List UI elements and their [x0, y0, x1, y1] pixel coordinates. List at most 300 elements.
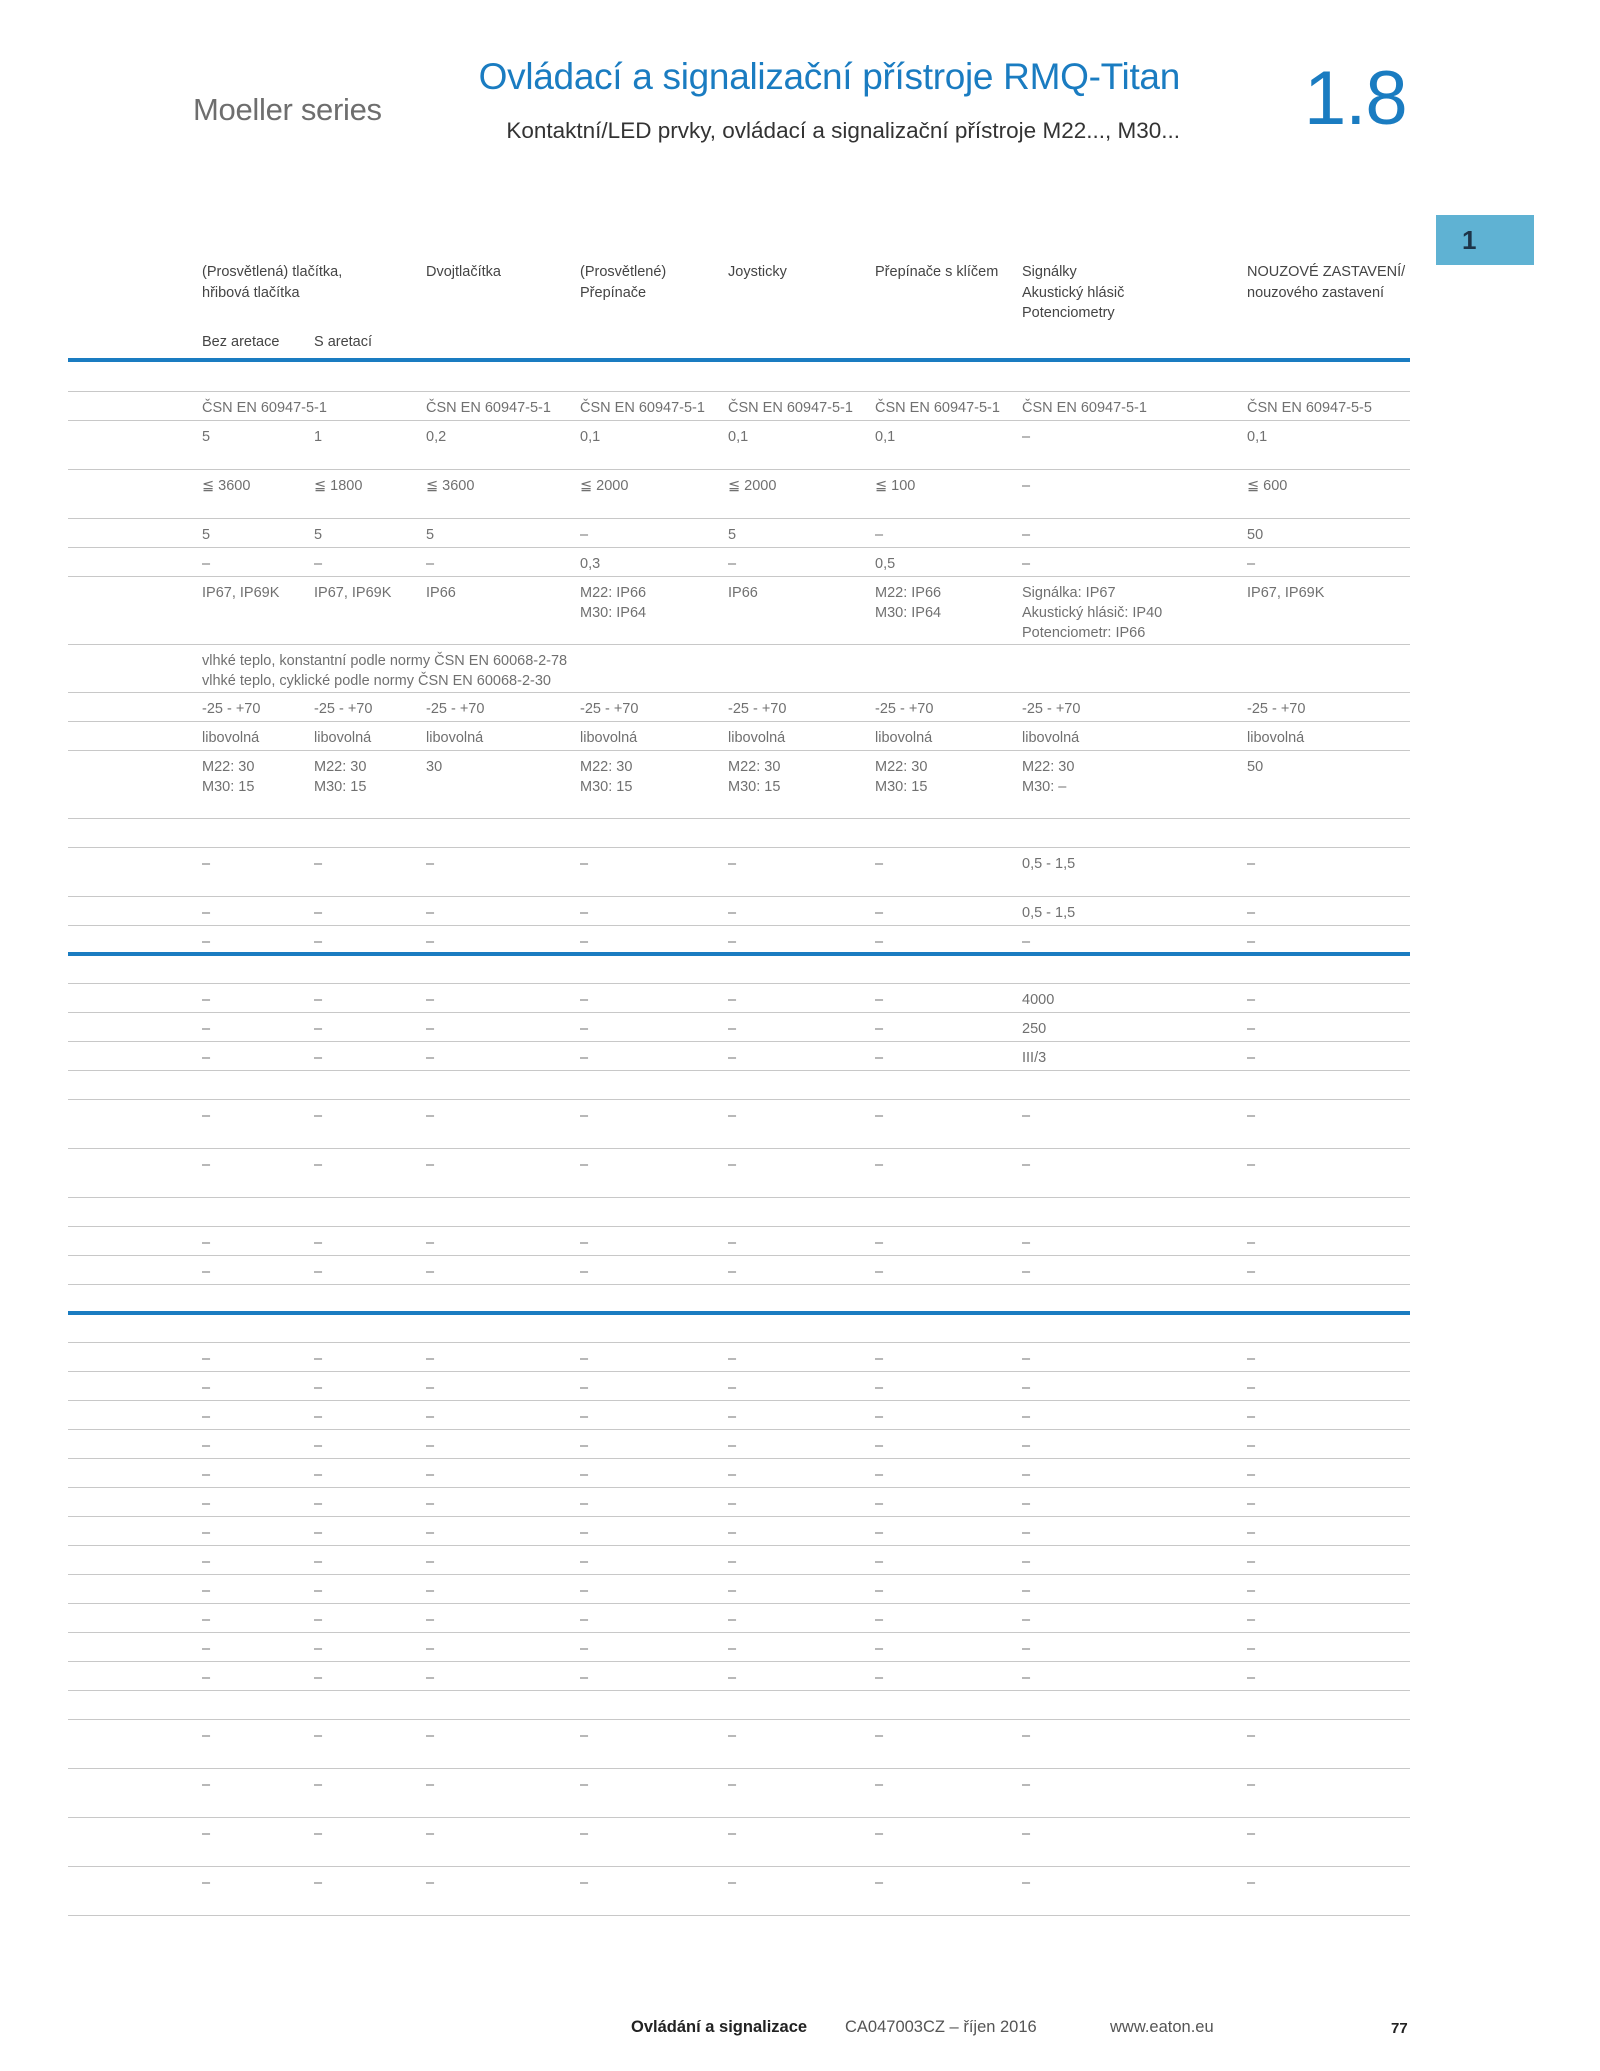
column-header: NOUZOVÉ ZASTAVENÍ/ nouzového zastavení	[1247, 264, 1406, 301]
table-cell: –	[426, 905, 435, 921]
table-cell: –	[728, 1351, 737, 1367]
table-cell: –	[875, 1264, 884, 1280]
row-divider	[68, 1226, 1410, 1227]
row-divider	[68, 847, 1410, 848]
table-cell: –	[728, 1157, 737, 1173]
table-cell: –	[1022, 1641, 1031, 1657]
column-subheader: Bez aretace	[202, 334, 280, 350]
table-cell: –	[314, 1826, 323, 1842]
table-cell: ČSN EN 60947-5-1	[875, 400, 1000, 416]
table-cell: –	[728, 1409, 737, 1425]
table-cell: –	[728, 1826, 737, 1842]
table-cell: -25 - +70	[202, 701, 261, 717]
table-cell: –	[580, 1641, 589, 1657]
table-cell: –	[580, 1351, 589, 1367]
row-divider	[68, 1690, 1410, 1691]
table-cell: –	[580, 1875, 589, 1891]
row-divider	[68, 1516, 1410, 1517]
table-cell: –	[202, 1351, 211, 1367]
table-cell: –	[202, 1641, 211, 1657]
table-cell: Signálka: IP67 Akustický hlásič: IP40 Potenciometr: IP66	[1022, 585, 1163, 641]
table-cell: –	[580, 1496, 589, 1512]
table-cell: –	[875, 1525, 884, 1541]
table-cell: –	[426, 1467, 435, 1483]
table-cell: –	[580, 1467, 589, 1483]
footer-section: Ovládání a signalizace	[631, 2018, 808, 2036]
table-cell: –	[875, 1467, 884, 1483]
table-cell: –	[875, 1875, 884, 1891]
table-cell: -25 - +70	[1022, 701, 1081, 717]
table-cell: –	[728, 1380, 737, 1396]
table-cell: –	[875, 527, 884, 543]
table-cell: –	[314, 905, 323, 921]
table-cell: –	[314, 1264, 323, 1280]
row-divider	[68, 1866, 1410, 1867]
table-cell: –	[1247, 1351, 1256, 1367]
table-cell: –	[426, 1670, 435, 1686]
table-cell: -25 - +70	[580, 701, 639, 717]
section-divider	[68, 358, 1410, 362]
row-divider	[68, 1041, 1410, 1042]
column-header: Signálky Akustický hlásič Potenciometry	[1022, 264, 1125, 321]
table-cell: –	[580, 1826, 589, 1842]
table-cell: –	[314, 1728, 323, 1744]
table-cell: 0,5 - 1,5	[1022, 856, 1076, 872]
row-divider	[68, 1342, 1410, 1343]
column-header: (Prosvětlené) Přepínače	[580, 264, 667, 301]
table-cell: –	[426, 1235, 435, 1251]
table-cell: –	[728, 1670, 737, 1686]
row-divider	[68, 576, 1410, 577]
table-cell: –	[1022, 1525, 1031, 1541]
table-cell: –	[875, 1777, 884, 1793]
section-divider	[68, 1311, 1410, 1315]
table-cell: libovolná	[580, 730, 638, 746]
table-cell: –	[1247, 1409, 1256, 1425]
table-cell: –	[1247, 1380, 1256, 1396]
row-divider	[68, 1661, 1410, 1662]
table-cell: ČSN EN 60947-5-1	[202, 400, 327, 416]
table-cell: M22: 30 M30: –	[1022, 759, 1075, 795]
table-cell: M22: 30 M30: 15	[314, 759, 367, 795]
table-cell: –	[426, 1525, 435, 1541]
row-divider	[68, 818, 1410, 819]
table-cell: ČSN EN 60947-5-1	[426, 400, 551, 416]
table-cell: –	[202, 1525, 211, 1541]
table-cell: –	[728, 1050, 737, 1066]
table-cell: –	[202, 1235, 211, 1251]
table-cell: 0,1	[1247, 429, 1268, 445]
table-cell: –	[1247, 934, 1256, 950]
table-cell: -25 - +70	[1247, 701, 1306, 717]
table-cell: –	[1247, 1641, 1256, 1657]
table-cell: –	[314, 556, 323, 572]
table-cell: 0,2	[426, 429, 447, 445]
table-cell: –	[875, 905, 884, 921]
table-cell: –	[202, 1467, 211, 1483]
table-cell: –	[426, 1496, 435, 1512]
row-divider	[68, 1915, 1410, 1916]
table-cell: –	[314, 1670, 323, 1686]
table-cell: –	[1022, 527, 1031, 543]
table-cell: -25 - +70	[314, 701, 373, 717]
table-cell: –	[728, 934, 737, 950]
page-number: 77	[1391, 2020, 1408, 2037]
table-cell: –	[314, 992, 323, 1008]
table-cell: –	[314, 856, 323, 872]
table-cell: –	[1022, 1612, 1031, 1628]
table-cell: 0,3	[580, 556, 601, 572]
table-cell: –	[580, 1525, 589, 1541]
table-cell: –	[728, 556, 737, 572]
table-cell: –	[875, 1380, 884, 1396]
table-cell: –	[426, 1612, 435, 1628]
table-cell: –	[202, 1612, 211, 1628]
row-divider	[68, 750, 1410, 751]
table-cell: –	[426, 992, 435, 1008]
table-cell: –	[426, 1583, 435, 1599]
table-cell: –	[426, 934, 435, 950]
row-divider	[68, 1255, 1410, 1256]
table-cell: –	[1247, 1554, 1256, 1570]
table-cell: –	[580, 1554, 589, 1570]
table-cell: –	[1247, 1021, 1256, 1037]
table-cell: –	[314, 1157, 323, 1173]
table-cell: –	[580, 856, 589, 872]
table-cell: –	[875, 1496, 884, 1512]
table-cell: –	[580, 992, 589, 1008]
table-cell: libovolná	[1247, 730, 1305, 746]
table-cell: –	[580, 1157, 589, 1173]
table-cell: –	[580, 1108, 589, 1124]
table-cell: IP67, IP69K	[202, 585, 280, 601]
table-cell: M22: 30 M30: 15	[875, 759, 928, 795]
row-divider	[68, 1099, 1410, 1100]
table-cell: –	[202, 1496, 211, 1512]
table-cell: –	[202, 1380, 211, 1396]
table-cell: –	[875, 1351, 884, 1367]
table-cell: –	[202, 1554, 211, 1570]
row-divider	[68, 1545, 1410, 1546]
table-cell: ≦ 3600	[426, 478, 475, 494]
table-cell: –	[580, 1728, 589, 1744]
table-cell: –	[875, 1438, 884, 1454]
chapter-tab[interactable]	[1436, 215, 1534, 265]
table-cell: IP66	[728, 585, 758, 601]
row-divider	[68, 1148, 1410, 1149]
table-cell: –	[314, 1875, 323, 1891]
table-cell: –	[202, 556, 211, 572]
table-cell: –	[314, 1351, 323, 1367]
table-cell: –	[580, 1777, 589, 1793]
table-cell: –	[728, 1777, 737, 1793]
table-cell: –	[1022, 1670, 1031, 1686]
table-cell: –	[1247, 1157, 1256, 1173]
row-divider	[68, 1458, 1410, 1459]
table-cell: –	[728, 1108, 737, 1124]
table-cell: –	[314, 1554, 323, 1570]
table-cell: –	[426, 1641, 435, 1657]
table-cell: –	[314, 1235, 323, 1251]
table-cell: –	[202, 1583, 211, 1599]
row-divider	[68, 1400, 1410, 1401]
table-cell: –	[1022, 1554, 1031, 1570]
table-cell: –	[580, 1264, 589, 1280]
table-cell: –	[202, 1108, 211, 1124]
row-divider	[68, 1632, 1410, 1633]
row-divider	[68, 1719, 1410, 1720]
chapter-tab-label: 1	[1462, 224, 1477, 255]
page-title: Ovládací a signalizační přístroje RMQ-Titan	[478, 56, 1180, 97]
table-cell: –	[1022, 1728, 1031, 1744]
table-cell: –	[875, 1157, 884, 1173]
table-cell: libovolná	[728, 730, 786, 746]
table-cell: –	[426, 1826, 435, 1842]
table-cell: –	[426, 1728, 435, 1744]
table-cell: ≦ 100	[875, 478, 916, 494]
table-cell: ≦ 3600	[202, 478, 251, 494]
table-cell: 0,1	[728, 429, 749, 445]
table-cell: –	[580, 934, 589, 950]
table-cell: –	[875, 1554, 884, 1570]
row-divider	[68, 721, 1410, 722]
table-cell: –	[1022, 1409, 1031, 1425]
table-cell: –	[875, 1583, 884, 1599]
table-cell: –	[1022, 1351, 1031, 1367]
table-cell: 4000	[1022, 992, 1055, 1008]
table-cell: 50	[1247, 527, 1264, 543]
table-cell: –	[426, 1108, 435, 1124]
table-cell: –	[426, 1050, 435, 1066]
table-cell: –	[1247, 1496, 1256, 1512]
table-cell: –	[314, 1641, 323, 1657]
table-cell: –	[1247, 856, 1256, 872]
table-cell: M22: IP66 M30: IP64	[875, 585, 942, 621]
table-cell: –	[1022, 1583, 1031, 1599]
table-cell: –	[728, 1467, 737, 1483]
row-divider	[68, 983, 1410, 984]
table-cell: –	[1022, 1380, 1031, 1396]
table-cell: 0,1	[580, 429, 601, 445]
table-cell: IP66	[426, 585, 456, 601]
table-cell: –	[426, 1409, 435, 1425]
row-divider	[68, 896, 1410, 897]
table-cell: M22: 30 M30: 15	[202, 759, 255, 795]
table-cell: –	[1247, 1264, 1256, 1280]
table-cell: –	[314, 1050, 323, 1066]
row-divider	[68, 1012, 1410, 1013]
table-cell: –	[728, 905, 737, 921]
table-cell: –	[202, 1670, 211, 1686]
table-cell: –	[1022, 934, 1031, 950]
table-cell: –	[1022, 1875, 1031, 1891]
table-cell: –	[1247, 905, 1256, 921]
row-divider	[68, 925, 1410, 926]
column-header: Dvojtlačítka	[426, 264, 501, 280]
table-cell: –	[1247, 556, 1256, 572]
table-cell: ≦ 2000	[580, 478, 629, 494]
table-cell: –	[426, 556, 435, 572]
table-cell: –	[1022, 1777, 1031, 1793]
table-cell: –	[728, 1235, 737, 1251]
table-cell: –	[875, 1050, 884, 1066]
table-cell: libovolná	[875, 730, 933, 746]
row-divider	[68, 1574, 1410, 1575]
table-cell: –	[875, 1612, 884, 1628]
table-cell: –	[314, 1021, 323, 1037]
table-cell: –	[1247, 1467, 1256, 1483]
footer-website[interactable]: www.eaton.eu	[1110, 2018, 1214, 2036]
table-cell: –	[875, 992, 884, 1008]
table-cell: –	[580, 1380, 589, 1396]
table-cell: –	[426, 1380, 435, 1396]
table-cell: –	[426, 1021, 435, 1037]
table-cell: IP67, IP69K	[1247, 585, 1325, 601]
table-cell: –	[426, 1875, 435, 1891]
table-cell: –	[426, 1264, 435, 1280]
table-cell: –	[1022, 1496, 1031, 1512]
column-subheader: S aretací	[314, 334, 373, 350]
table-cell: –	[202, 1777, 211, 1793]
table-cell: 5	[202, 527, 211, 543]
column-header: Přepínače s klíčem	[875, 264, 999, 280]
table-cell: –	[580, 1612, 589, 1628]
table-cell: –	[202, 1826, 211, 1842]
column-header: Joysticky	[728, 264, 787, 280]
table-cell: –	[426, 1438, 435, 1454]
table-cell: M22: 30 M30: 15	[580, 759, 633, 795]
row-divider	[68, 1371, 1410, 1372]
table-cell: –	[580, 1409, 589, 1425]
table-cell: –	[202, 1438, 211, 1454]
row-divider	[68, 644, 1410, 645]
table-cell: –	[728, 1438, 737, 1454]
table-cell: –	[1247, 992, 1256, 1008]
table-cell: libovolná	[1022, 730, 1080, 746]
table-cell: –	[314, 1467, 323, 1483]
page-subtitle: Kontaktní/LED prvky, ovládací a signalizační přístroje M22..., M30...	[506, 118, 1180, 143]
table-cell: -25 - +70	[875, 701, 934, 717]
table-cell: –	[426, 1777, 435, 1793]
table-cell: –	[314, 1525, 323, 1541]
table-cell: –	[202, 905, 211, 921]
table-cell: –	[202, 992, 211, 1008]
table-cell: –	[1247, 1108, 1256, 1124]
table-cell: –	[314, 1777, 323, 1793]
row-divider	[68, 518, 1410, 519]
table-cell: 50	[1247, 759, 1264, 775]
table-cell: 5	[728, 527, 737, 543]
table-cell: ≦ 1800	[314, 478, 363, 494]
row-divider	[68, 547, 1410, 548]
table-cell: –	[728, 1021, 737, 1037]
table-cell: –	[580, 527, 589, 543]
table-cell: ČSN EN 60947-5-1	[1022, 400, 1147, 416]
table-cell: –	[1247, 1875, 1256, 1891]
table-cell: –	[1022, 556, 1031, 572]
table-cell: –	[1022, 429, 1031, 445]
table-cell: –	[728, 1641, 737, 1657]
table-cell: –	[1247, 1438, 1256, 1454]
table-cell: ≦ 2000	[728, 478, 777, 494]
table-cell: –	[875, 1728, 884, 1744]
row-divider	[68, 469, 1410, 470]
table-cell: –	[728, 1525, 737, 1541]
table-cell: M22: 30 M30: 15	[728, 759, 781, 795]
table-cell: –	[314, 1108, 323, 1124]
table-cell: –	[314, 1612, 323, 1628]
table-cell: –	[202, 1264, 211, 1280]
table-cell: –	[1247, 1050, 1256, 1066]
table-cell: –	[314, 934, 323, 950]
table-cell: –	[202, 934, 211, 950]
table-cell: 30	[426, 759, 443, 775]
table-cell: –	[202, 1050, 211, 1066]
table-cell: ≦ 600	[1247, 478, 1288, 494]
table-cell: –	[728, 1612, 737, 1628]
table-cell: 5	[426, 527, 435, 543]
table-cell: –	[875, 1826, 884, 1842]
table-cell: ČSN EN 60947-5-5	[1247, 400, 1372, 416]
table-cell: –	[875, 1108, 884, 1124]
table-cell-note: vlhké teplo, konstantní podle normy ČSN EN 60068-2-78 vlhké teplo, cyklické podle normy ČSN EN 60068-2-30	[202, 653, 568, 689]
table-cell: –	[1022, 1438, 1031, 1454]
table-cell: –	[1247, 1777, 1256, 1793]
table-cell: –	[1247, 1583, 1256, 1599]
table-cell: 250	[1022, 1021, 1047, 1037]
table-cell: 5	[314, 527, 323, 543]
table-cell: –	[202, 1875, 211, 1891]
table-cell: –	[580, 1670, 589, 1686]
table-cell: –	[580, 905, 589, 921]
row-divider	[68, 1197, 1410, 1198]
table-cell: –	[875, 856, 884, 872]
table-cell: –	[202, 1157, 211, 1173]
table-cell: –	[314, 1380, 323, 1396]
table-cell: –	[580, 1050, 589, 1066]
row-divider	[68, 1487, 1410, 1488]
column-header: (Prosvětlená) tlačítka, hřibová tlačítka	[202, 264, 343, 301]
table-cell: –	[875, 1641, 884, 1657]
series-label: Moeller series	[193, 92, 382, 127]
table-cell: –	[728, 1554, 737, 1570]
table-cell: 0,1	[875, 429, 896, 445]
row-divider	[68, 1817, 1410, 1818]
table-cell: –	[202, 1409, 211, 1425]
table-cell: –	[1022, 478, 1031, 494]
table-cell: ČSN EN 60947-5-1	[580, 400, 705, 416]
table-cell: –	[728, 1728, 737, 1744]
table-cell: -25 - +70	[728, 701, 787, 717]
table-cell: –	[426, 1554, 435, 1570]
table-cell: –	[875, 934, 884, 950]
table-cell: –	[314, 1438, 323, 1454]
table-cell: 0,5	[875, 556, 896, 572]
table-cell: 1	[314, 429, 323, 445]
table-cell: –	[728, 1875, 737, 1891]
table-cell: –	[728, 992, 737, 1008]
table-cell: –	[1247, 1826, 1256, 1842]
table-cell: –	[1247, 1670, 1256, 1686]
table-cell: libovolná	[314, 730, 372, 746]
row-divider	[68, 1070, 1410, 1071]
table-cell: libovolná	[426, 730, 484, 746]
table-cell: –	[1022, 1467, 1031, 1483]
table-cell: –	[875, 1235, 884, 1251]
table-cell: –	[1022, 1108, 1031, 1124]
table-cell: ČSN EN 60947-5-1	[728, 400, 853, 416]
table-cell: –	[875, 1670, 884, 1686]
